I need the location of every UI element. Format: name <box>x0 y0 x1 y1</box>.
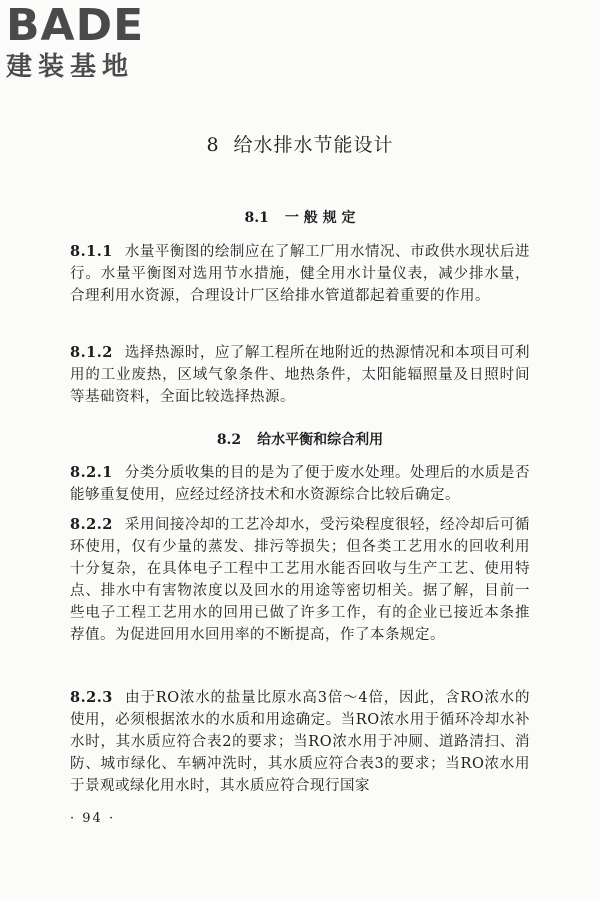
section-heading-8-2 <box>0 429 600 449</box>
chapter-title <box>0 130 600 157</box>
chapter-title-text: 给水排水节能设计 <box>233 134 394 156</box>
clause-number: 8.2.3 <box>70 689 113 706</box>
clause-8-1-2 <box>70 342 530 408</box>
section-number: 8.2 <box>216 432 242 448</box>
section-title: 给水平衡和综合利用 <box>257 432 384 448</box>
clause-8-2-1 <box>70 462 530 506</box>
chapter-number: 8 <box>206 134 220 156</box>
section-heading-8-1 <box>0 207 600 227</box>
clause-text: 由于RO浓水的盐量比原水高3倍～4倍，因此，含RO浓水的使用，必须根据浓水的水质和用途确定。当RO浓水用于循环冷却水补水时，其水质应符合表2的要求；当RO浓水用于冲厕、道路清扫、消防、城市绿化、车辆冲洗时，其水质应符合表3的要求；当RO浓水用于景观或绿化用水时，其水质应符合现行国家 <box>70 690 530 794</box>
clause-number: 8.2.2 <box>70 516 113 533</box>
section-number: 8.1 <box>244 210 269 226</box>
clause-8-1-1 <box>70 241 530 307</box>
clause-8-2-2 <box>70 514 530 646</box>
clause-number: 8.1.1 <box>70 243 113 260</box>
clause-8-2-3 <box>70 687 530 797</box>
logo-brand: BADE <box>6 0 145 51</box>
clause-number: 8.1.2 <box>70 344 113 361</box>
clause-text: 采用间接冷却的工艺冷却水，受污染程度很轻，经冷却后可循环使用，仅有少量的蒸发、排污等损失；但各类工艺用水的回收利用十分复杂，在具体电子工程中工艺用水能否回收与生产工艺、使用特点、排水中有害物浓度以及回水的用途等密切相关。据了解，目前一些电子工程工艺用水的回用已做了许多工作，有的企业已接近本条推荐值。为促进回用水回用率的不断提高，作了本条规定。 <box>70 517 530 643</box>
page-number: · 94 · <box>70 811 116 826</box>
clause-text: 水量平衡图的绘制应在了解工厂用水情况、市政供水现状后进行。水量平衡图对选用节水措施，健全用水计量仪表，减少排水量，合理利用水资源，合理设计厂区给排水管道都起着重要的作用。 <box>70 244 530 304</box>
logo-subtitle: 建装基地 <box>6 52 135 82</box>
clause-text: 选择热源时，应了解工程所在地附近的热源情况和本项目可利用的工业废热，区域气象条件、地热条件，太阳能辐照量及日照时间等基础资料，全面比较选择热源。 <box>70 345 530 405</box>
clause-number: 8.2.1 <box>70 464 113 481</box>
section-title: 一 般 规 定 <box>284 210 356 226</box>
bade-logo <box>6 2 176 82</box>
clause-text: 分类分质收集的目的是为了便于废水处理。处理后的水质是否能够重复使用，应经过经济技术和水资源综合比较后确定。 <box>70 465 530 503</box>
